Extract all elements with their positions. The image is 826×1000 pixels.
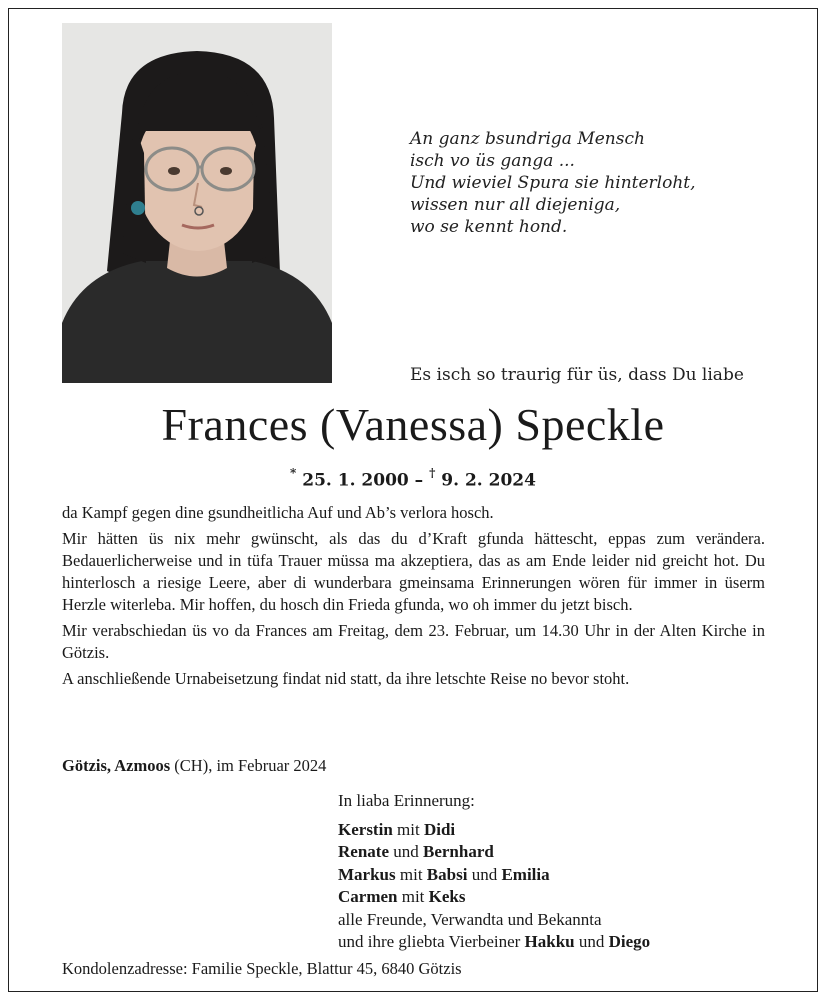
death-date: 9. 2. 2024	[441, 470, 536, 491]
mourner-name: Bernhard	[422, 842, 494, 861]
poem-line: Und wieviel Spura sie hinterloht,	[410, 173, 696, 193]
mourner-line	[338, 886, 650, 909]
mourner-line	[338, 864, 650, 887]
mourner-name: Hakku	[524, 932, 575, 951]
condolence-address: Kondolenzadresse: Familie Speckle, Blattur 45, 6840 Götzis	[62, 959, 462, 978]
mourner-name: Kerstin	[338, 819, 393, 839]
mourner-connector: und	[574, 932, 609, 951]
place-names: Götzis, Azmoos	[62, 756, 171, 775]
portrait-illustration	[62, 23, 332, 383]
birth-symbol: *	[290, 466, 297, 480]
place-date-line	[62, 756, 326, 776]
date-separator: –	[414, 470, 424, 491]
mourner-name: Carmen	[338, 887, 398, 906]
mourner-connector: alle Freunde, Verwandta und Bekannta	[338, 909, 602, 929]
mourner-connector: und ihre gliebta Vierbeiner	[338, 932, 525, 951]
mourner-name: Diego	[608, 932, 651, 951]
intro-line: Es isch so traurig für üs, dass Du liabe	[410, 365, 744, 385]
life-dates	[0, 468, 826, 491]
mourner-name: Didi	[423, 819, 456, 839]
mourner-name: Markus	[338, 864, 396, 884]
mourner-line	[338, 909, 650, 932]
paragraph: A anschließende Urnabeisetzung findat nid statt, da ihre letschte Reise no bevor stoht.	[62, 669, 630, 688]
obituary-text	[62, 502, 765, 694]
mourner-line	[338, 819, 650, 842]
deceased-name: Frances (Vanessa) Speckle	[161, 399, 665, 450]
birth-date: 25. 1. 2000	[302, 470, 409, 491]
mourners-heading: In liaba Erinnerung:	[338, 791, 475, 810]
mourner-connector: mit	[392, 819, 424, 839]
mourner-name: Keks	[428, 887, 466, 906]
mourner-name: Renate	[338, 842, 389, 861]
paragraph: Mir hätten üs nix mehr gwünscht, als das du d’Kraft gfunda hättescht, eppas zum verändera. Bedauerlicherweise und in tüfa Trauer müssa ma akzeptiera, das as am Ende leider nid greicht hot. Du hinterlosch a riesige Leere, aber di wunderbara gmeinsama Erinnerungen wören für immer in üserm Herzle witerleba. Mir hoffen, du hosch din Frieda gfunda, wo oh immer du jetzt bisch.	[62, 529, 765, 614]
poem-line: An ganz bsundriga Mensch	[410, 129, 645, 149]
mourner-connector: und	[388, 842, 423, 861]
place-rest: (CH), im Februar 2024	[170, 756, 327, 775]
paragraph: da Kampf gegen dine gsundheitlicha Auf und Ab’s verlora hosch.	[62, 503, 494, 522]
mourner-connector: mit	[397, 887, 429, 906]
poem	[410, 128, 696, 238]
portrait-photo	[62, 23, 332, 383]
mourner-connector: und	[467, 864, 502, 884]
poem-line: isch vo üs ganga ...	[410, 151, 575, 171]
mourners-lines	[338, 819, 650, 954]
mourner-name: Emilia	[501, 864, 550, 884]
death-symbol: †	[429, 466, 436, 480]
poem-line: wissen nur all diejeniga,	[410, 195, 621, 215]
mourner-name: Babsi	[426, 864, 468, 884]
mourners-list	[338, 790, 650, 954]
mourner-line	[338, 841, 650, 864]
mourner-line	[338, 931, 650, 954]
mourner-connector: mit	[395, 864, 427, 884]
paragraph: Mir verabschiedan üs vo da Frances am Freitag, dem 23. Februar, um 14.30 Uhr in der Alten Kirche in Götzis.	[62, 621, 765, 662]
poem-line: wo se kennt hond.	[410, 217, 568, 237]
